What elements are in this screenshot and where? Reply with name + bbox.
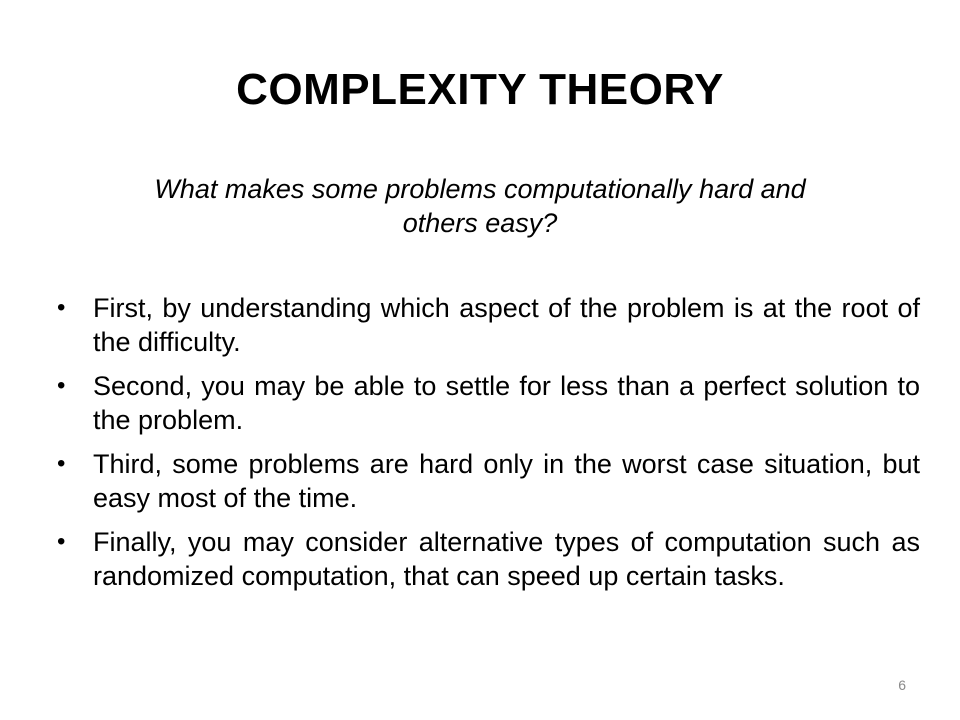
bullet-icon: • bbox=[57, 294, 66, 321]
bullet-item bbox=[57, 369, 920, 437]
bullet-icon: • bbox=[57, 372, 66, 399]
bullet-text: First, by understanding which aspect of the problem is at the root of the difficulty. bbox=[93, 293, 920, 357]
bullet-item bbox=[57, 291, 920, 359]
slide-title: COMPLEXITY THEORY bbox=[236, 65, 724, 114]
bullet-item bbox=[57, 447, 920, 515]
bullet-list bbox=[57, 291, 920, 603]
bullet-text: Third, some problems are hard only in the worst case situation, but easy most of the time. bbox=[93, 449, 920, 513]
bullet-icon: • bbox=[57, 450, 66, 477]
bullet-text: Finally, you may consider alternative types of computation such as randomized computation, that can speed up certain tasks. bbox=[93, 527, 920, 591]
slide-subtitle: What makes some problems computationally hard and others easy? bbox=[154, 174, 806, 238]
page-number: 6 bbox=[898, 677, 906, 693]
bullet-text: Second, you may be able to settle for less than a perfect solution to the problem. bbox=[93, 371, 920, 435]
bullet-icon: • bbox=[57, 528, 66, 555]
bullet-item bbox=[57, 525, 920, 593]
